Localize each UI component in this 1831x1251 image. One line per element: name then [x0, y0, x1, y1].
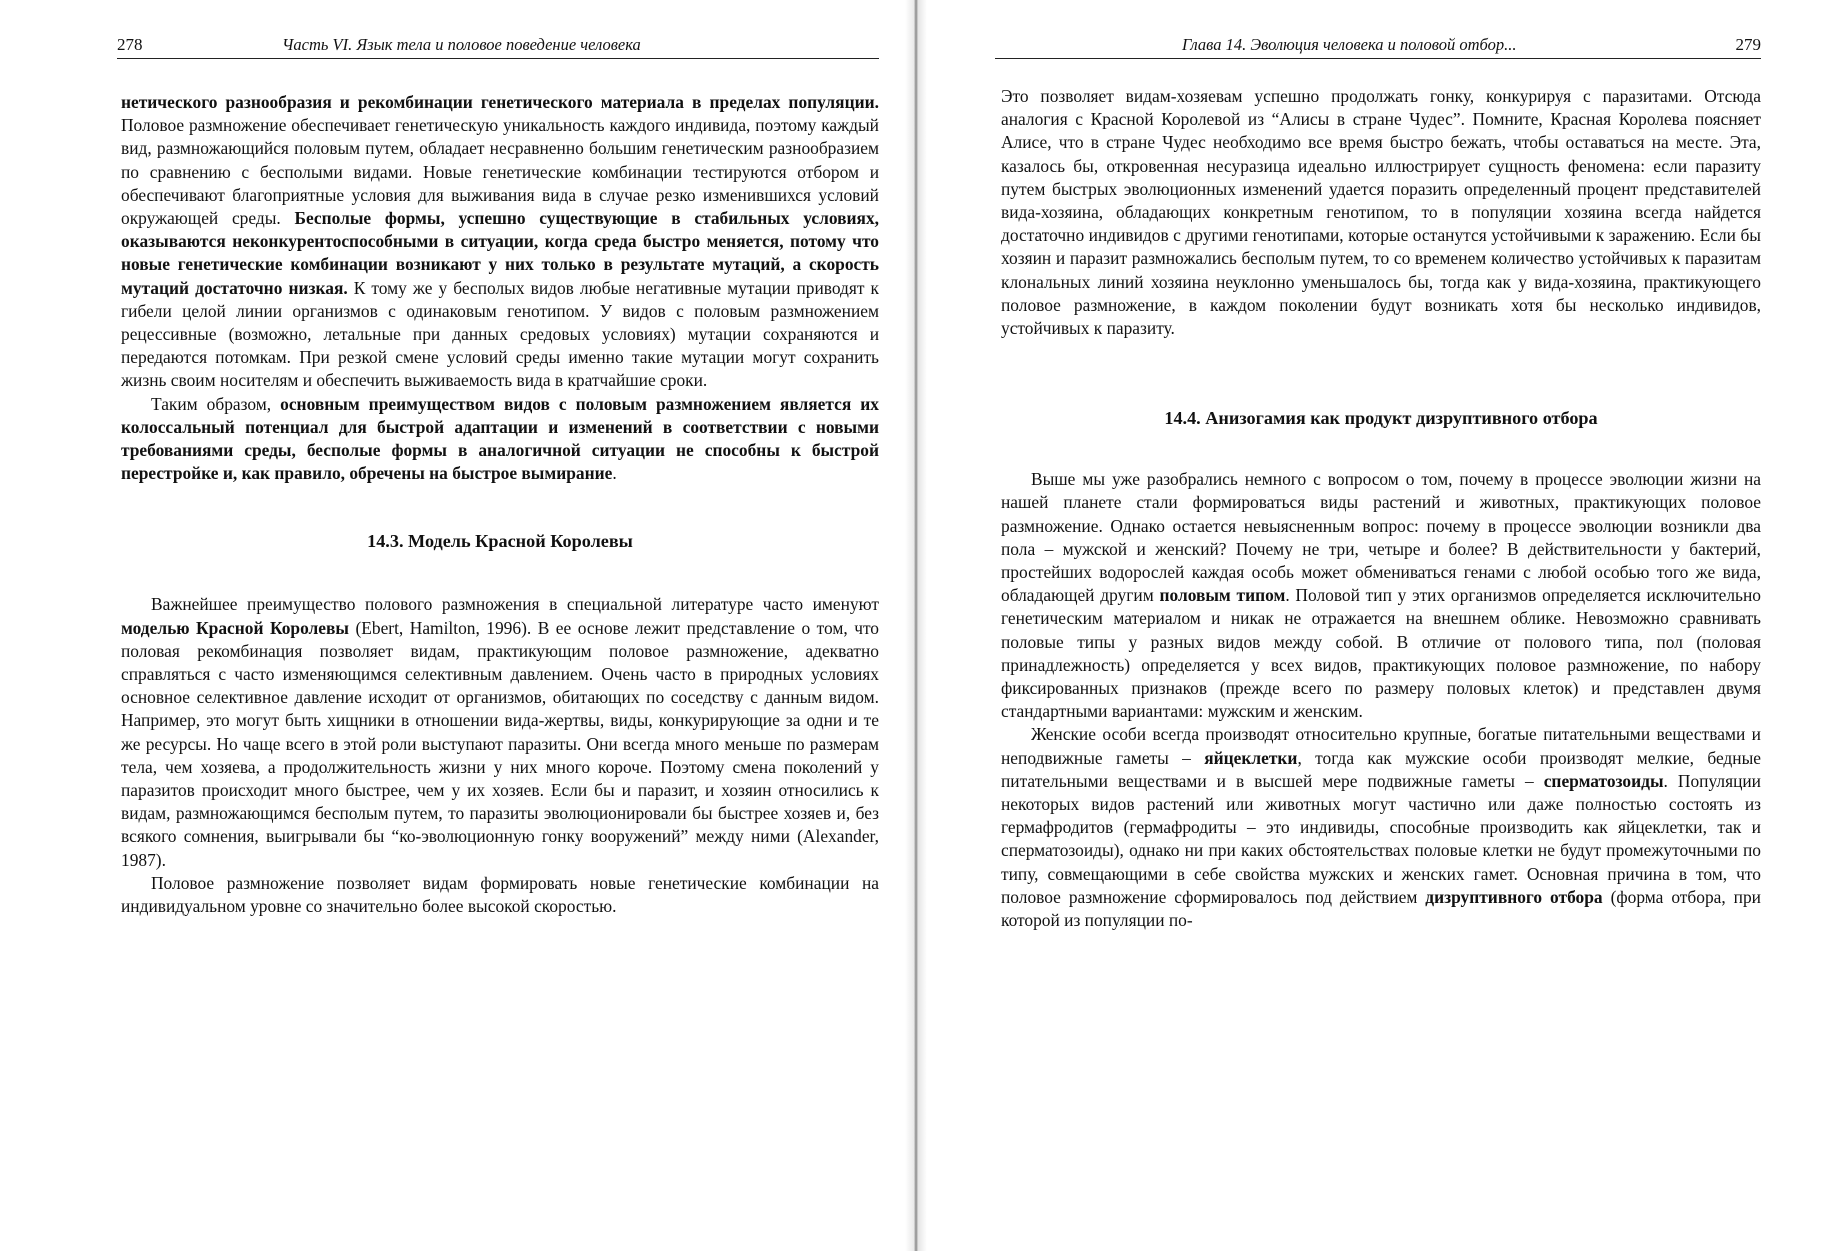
- left-page: [0, 0, 915, 1251]
- right-paragraph-1: Это позволяет видам-хозяевам успешно продолжать гонку, конкурируя с паразитами. Отсюда аналогия с Красной Королевой из “Алисы в стране Чудес”. Помните, Красная Королева поясняет Алисе, что в стране Чудес необходимо все время быстро бежать, чтобы оставаться на месте. Эта, казалось бы, откровенная несуразица идеально иллюстрирует сущность феномена: если паразиту путем быстрых эволюционных изменений удается поразить определенный процент представителей вида-хозяина, обладающих конкретным генотипом, то в популяции хозяина всегда найдется достаточно индивидов с другими генотипами, которые останутся устойчивыми к заражению. Если бы хозяин и паразит размножались бесполым путем, то со временем количество устойчивых к паразитам клональных линий хозяина неуклонно уменьшалось бы, тогда как у вида-хозяина, практикующего половое размножение, в каждом поколении будут возникать хотя бы несколько индивидов, устойчивых к паразиту.: [1001, 86, 1761, 339]
- left-running-head-title: Часть VI. Язык тела и половое поведение человека: [282, 35, 641, 54]
- bold-text: основным преимуществом видов с половым размножением является их колоссальный потенциал для быстрой адаптации и изменений в соответствии с новыми требованиями среды, бесполые формы в аналогичной ситуации не способны к быстрой перестройке и, как правило, обречены на быстрое вымирание: [121, 393, 879, 484]
- text: . Популяции некоторых видов растений или животных могут частично или даже полностью состоять из гермафродитов (гермафродиты – это индивиды, способные производить как яйцеклетки, так и сперматозоиды), однако ни при каких обстоятельствах половые клетки не будут промежуточными по типу, совмещающими в себе свойства мужских и женских гамет. Основная причина в том, что половое размножение сформировалось под действием: [1001, 770, 1761, 907]
- section-title-14-3: 14.3. Модель Красной Королевы: [367, 531, 633, 552]
- bold-text: Бесполые формы, успешно существующие в стабильных условиях, оказываются неконкурентоспособными в ситуации, когда среда быстро меняется, потому что новые генетические комбинации возникают у них только в результате мутаций, а скорость мутаций достаточно низкая.: [121, 208, 879, 298]
- left-paragraph-1: [121, 91, 879, 393]
- text: (Ebert, Hamilton, 1996). В ее основе лежит представление о том, что половая рекомбинация позволяет видам, практикующим половое размножение, адекватно справляться с часто изменяющимся селективным давлением. Очень часто в природных условиях основное селективное давление исходит от организмов, обитающих по соседству с данным видом. Например, это могут быть хищники в отношении вида-жертвы, виды, конкурирующие за одни и те же ресурсы. Но чаще всего в этой роли выступают паразиты. Они всегда много меньше по размерам тела, чем хозяева, а продолжительность жизни у них много короче. Поэтому смена поколений у паразитов происходит много быстрее, чем у их хозяев. Если бы и паразит, и хозяин относились к видам, размножающимся бесполым путем, то паразиты эволюционировали бы быстрее хозяев и, без всякого сомнения, выигрывали бы “ко-эволюционную гонку вооружений” между ними (Alexander, 1987).: [121, 617, 880, 870]
- bold-text: дизруптивного отбора: [1425, 886, 1603, 907]
- text: Выше мы уже разобрались немного с вопросом о том, почему в процессе эволюции жизни на нашей планете стали формироваться виды растений и животных, практикующих половое размножение. Однако остается невыясненным вопрос: почему в процессе эволюции возникли два пола – мужской и женский? Почему не три, четыре и более? В действительности у бактерий, простейших водорослей каждая особь может обмениваться генами с любой особью того же вида, обладающей другим: [1001, 469, 1761, 606]
- bold-text: сперматозоиды: [1543, 770, 1664, 791]
- bold-text: моделью Красной Королевы: [121, 617, 349, 638]
- left-paragraph-2: [121, 393, 879, 486]
- right-page: [915, 0, 1831, 1251]
- section-title-14-4: 14.4. Анизогамия как продукт дизруптивного отбора: [1164, 408, 1598, 429]
- text: Таким образом,: [151, 393, 281, 414]
- left-paragraph-3: [121, 593, 879, 871]
- right-running-head: [995, 32, 1761, 59]
- bold-text: половым типом: [1159, 585, 1286, 606]
- bold-text: яйцеклетки: [1204, 747, 1298, 768]
- text: , тогда как мужские особи производят мелкие, бедные питательными веществами и в высшей мере подвижные гаметы –: [1001, 747, 1761, 791]
- left-paragraph-4: Половое размножение позволяет видам формировать новые генетические комбинации на индивидуальном уровне со значительно более высокой скоростью.: [121, 872, 879, 917]
- right-running-head-title: Глава 14. Эволюция человека и половой отбор...: [1182, 35, 1517, 54]
- text: . Половой тип у этих организмов определяется исключительно генетическим материалом и никак не отражается на внешнем облике. Невозможно сравнивать половые типы у разных видов между собой. В отличие от полового типа, пол (половая принадлежность) определяется у всех видов, практикующих половое размножение, по набору фиксированных признаков (прежде всего по размеру половых клеток) и представлен двумя стандартными вариантами: мужским и женским.: [1001, 585, 1761, 722]
- right-page-number: 279: [1735, 35, 1761, 54]
- bold-text: нетического разнообразия и рекомбинации генетического материала в пределах популяции.: [121, 92, 879, 112]
- text: (форма отбора, при которой из популяции по-: [1001, 886, 1761, 931]
- left-running-head: [117, 32, 879, 59]
- text: Половое размножение обеспечивает генетическую уникальность каждого индивида, поэтому каждый вид, размножающийся половым путем, обладает несравненно большим генетическим разнообразием по сравнению с бесполыми видами. Новые генетические комбинации тестируются отбором и обеспечивают благоприятные условия для выживания вида в случае резко изменившихся условий окружающей среды.: [121, 115, 879, 229]
- text: .: [612, 463, 617, 484]
- text: Важнейшее преимущество полового размножения в специальной литературе часто именуют: [151, 594, 879, 615]
- right-paragraph-3: [1001, 723, 1761, 932]
- left-page-number: 278: [117, 35, 143, 54]
- right-body-text: [1001, 85, 1761, 932]
- right-paragraph-2: [1001, 468, 1761, 723]
- text: К тому же у бесполых видов любые негативные мутации приводят к гибели целой линии организмов с одинаковым генотипом. У видов с половым размножением рецессивные (возможно, летальные при данных средовых условиях) мутации сохраняются и передаются потомкам. При резкой смене условий среды именно такие мутации могут сохранить жизнь своим носителям и обеспечить выживаемость вида в кратчайшие сроки.: [121, 277, 879, 391]
- left-body-text: [121, 91, 879, 918]
- text: Женские особи всегда производят относительно крупные, богатые питательными веществами и неподвижные гаметы –: [1001, 724, 1761, 768]
